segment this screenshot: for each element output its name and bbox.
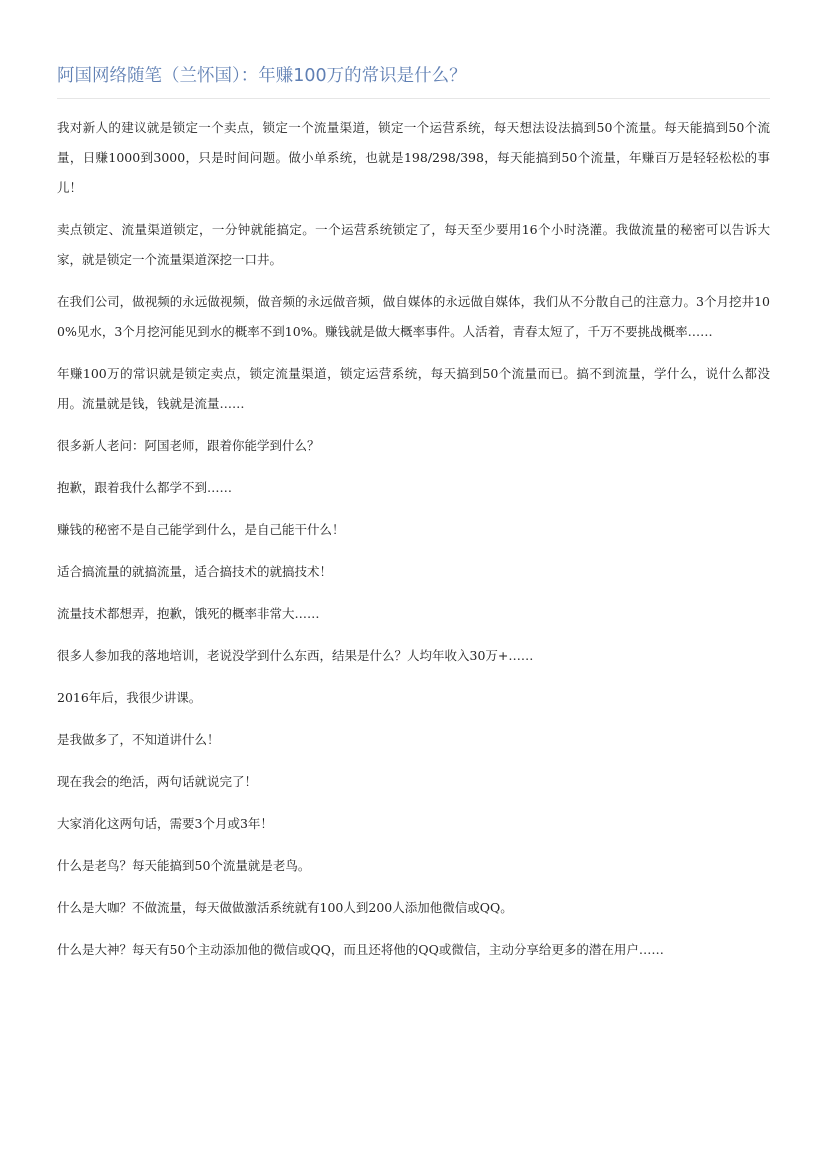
paragraph: 什么是大神？每天有50个主动添加他的微信或QQ，而且还将他的QQ或微信，主动分享给更多的潜在用户…… xyxy=(57,942,664,957)
paragraph: 是我做多了，不知道讲什么！ xyxy=(57,732,220,747)
paragraph: 赚钱的秘密不是自己能学到什么，是自己能干什么！ xyxy=(57,522,345,537)
paragraph: 2016年后，我很少讲课。 xyxy=(57,690,202,705)
paragraph: 什么是老鸟？每天能搞到50个流量就是老鸟。 xyxy=(57,858,311,873)
paragraph: 适合搞流量的就搞流量，适合搞技术的就搞技术！ xyxy=(57,564,333,579)
paragraph: 我对新人的建议就是锁定一个卖点，锁定一个流量渠道，锁定一个运营系统，每天想法设法搞到50个流量。每天能搞到50个流量，日赚1000到3000，只是时间问题。做小单系统，也就是198/298/398，每天能搞到50个流量，年赚百万是轻轻松松的事儿！ xyxy=(57,120,770,195)
paragraph: 大家消化这两句话，需要3个月或3年！ xyxy=(57,816,273,831)
paragraph: 在我们公司，做视频的永远做视频，做音频的永远做音频，做自媒体的永远做自媒体，我们从不分散自己的注意力。3个月挖井100%见水，3个月挖河能见到水的概率不到10%。赚钱就是做大概率事件。人活着，青春太短了，千万不要挑战概率…… xyxy=(57,294,770,339)
title-divider xyxy=(57,98,770,99)
paragraph: 现在我会的绝活，两句话就说完了！ xyxy=(57,774,258,789)
paragraph: 很多新人老问：阿国老师，跟着你能学到什么？ xyxy=(57,438,320,453)
paragraph: 抱歉，跟着我什么都学不到…… xyxy=(57,480,233,495)
paragraph: 年赚100万的常识就是锁定卖点，锁定流量渠道，锁定运营系统，每天搞到50个流量而已。搞不到流量，学什么，说什么都没用。流量就是钱，钱就是流量…… xyxy=(57,366,770,411)
paragraph: 什么是大咖？不做流量，每天做做激活系统就有100人到200人添加他微信或QQ。 xyxy=(57,900,513,915)
article-body xyxy=(57,113,770,977)
article-title: 阿国网络随笔（兰怀国）：年赚100万的常识是什么？ xyxy=(57,66,467,86)
paragraph: 卖点锁定、流量渠道锁定，一分钟就能搞定。一个运营系统锁定了，每天至少要用16个小时浇灌。我做流量的秘密可以告诉大家，就是锁定一个流量渠道深挖一口井。 xyxy=(57,222,770,267)
paragraph: 很多人参加我的落地培训，老说没学到什么东西，结果是什么？人均年收入30万+…… xyxy=(57,648,534,663)
paragraph: 流量技术都想弄，抱歉，饿死的概率非常大…… xyxy=(57,606,320,621)
